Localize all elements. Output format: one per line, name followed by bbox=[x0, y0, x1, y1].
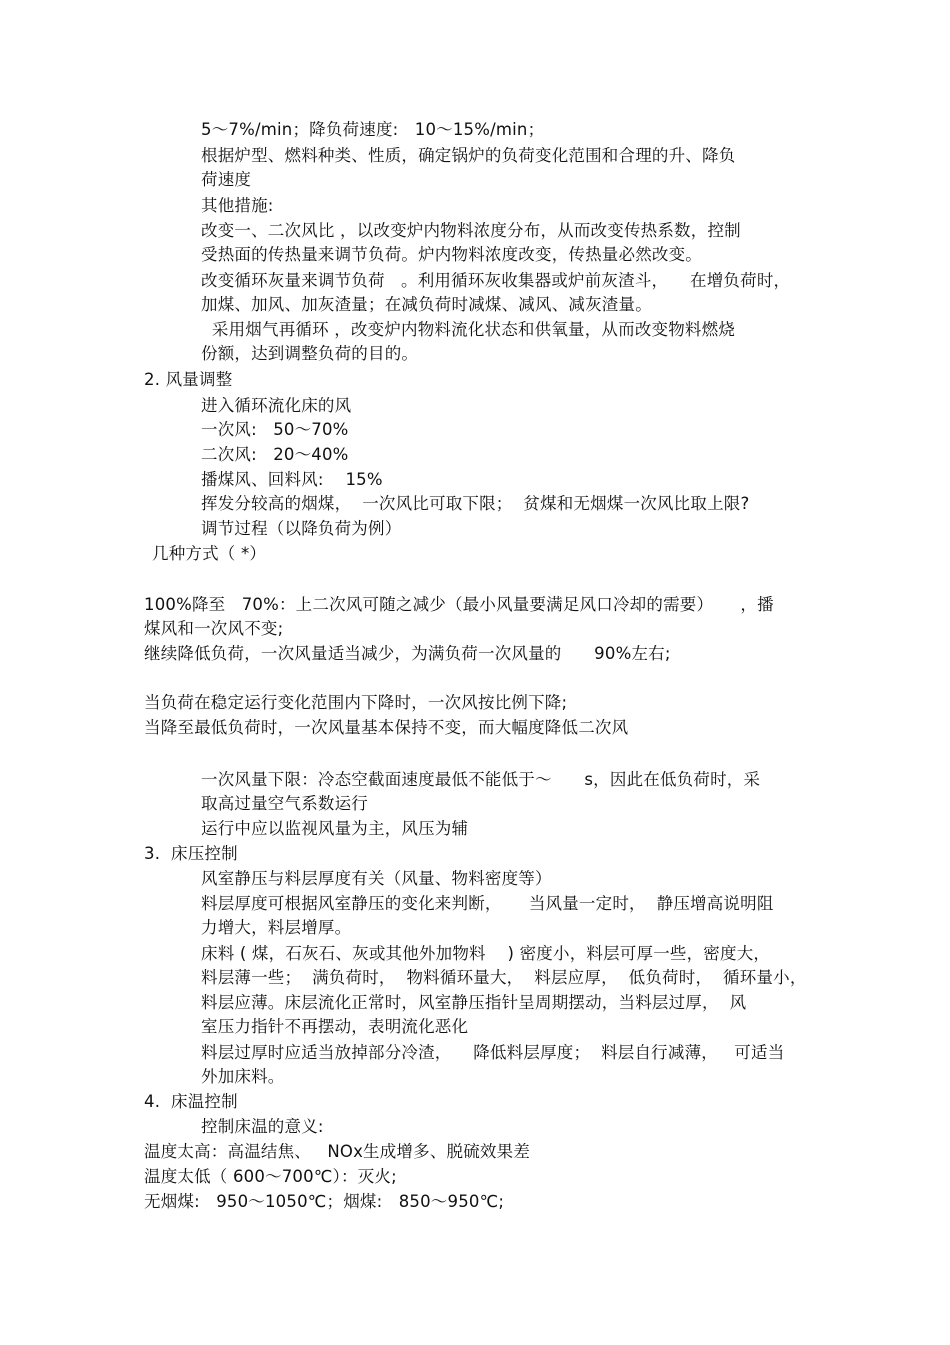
text-line: 改变一、二次风比 ，以改变炉内物料浓度分布，从而改变传热系数，控制 bbox=[201, 221, 741, 240]
text-line: 100%降至 70%：上二次风可随之减少（最小风量要满足风口冷却的需要） ，播 bbox=[144, 595, 774, 614]
text-line: 份额，达到调整负荷的目的。 bbox=[201, 344, 419, 363]
text-line: 料层过厚时应适当放掉部分冷渣， 降低料层厚度； 料层自行减薄， 可适当 bbox=[201, 1043, 785, 1062]
text-line: 室压力指针不再摆动，表明流化恶化 bbox=[201, 1017, 469, 1036]
text-line: 床料 ( 煤，石灰石、灰或其他外加物料 ) 密度小，料层可厚一些，密度大， bbox=[201, 944, 771, 963]
text-line: 播煤风、回料风: 15% bbox=[201, 470, 383, 489]
text-line: 几种方式（ *） bbox=[152, 544, 267, 563]
section-heading: 4. 床温控制 bbox=[144, 1092, 238, 1111]
text-line: 受热面的传热量来调节负荷。炉内物料浓度改变，传热量必然改变。 bbox=[201, 245, 702, 264]
text-line: 继续降低负荷，一次风量适当减少，为满负荷一次风量的 90%左右; bbox=[144, 644, 671, 663]
text-line: 进入循环流化床的风 bbox=[201, 396, 352, 415]
text-line: 料层薄一些； 满负荷时， 物料循环量大， 料层应厚， 低负荷时， 循环量小， bbox=[201, 968, 807, 987]
text-line: 温度太低（ 600～700℃）：灭火; bbox=[144, 1167, 397, 1186]
text-line: 料层厚度可根据风室静压的变化来判断， 当风量一定时， 静压增高说明阻 bbox=[201, 894, 774, 913]
text-line: 风室静压与料层厚度有关（风量、物料密度等） bbox=[201, 869, 552, 888]
text-line: 改变循环灰量来调节负荷 。利用循环灰收集器或炉前灰渣斗， 在增负荷时， bbox=[201, 271, 791, 290]
text-line: 当降至最低负荷时，一次风量基本保持不变，而大幅度降低二次风 bbox=[144, 718, 629, 737]
text-line: 采用烟气再循环 ，改变炉内物料流化状态和供氧量，从而改变物料燃烧 bbox=[201, 320, 736, 339]
text-line: 当负荷在稳定运行变化范围内下降时，一次风按比例下降; bbox=[144, 693, 568, 712]
text-line: 其他措施: bbox=[201, 196, 274, 215]
text-line: 荷速度 bbox=[201, 170, 252, 189]
text-line: 煤风和一次风不变; bbox=[144, 619, 284, 638]
text-line: 外加床料。 bbox=[201, 1067, 285, 1086]
text-line: 二次风: 20～40% bbox=[201, 445, 349, 464]
text-line: 无烟煤: 950～1050℃；烟煤: 850～950℃; bbox=[144, 1192, 505, 1211]
text-line: 料层应薄。床层流化正常时，风室静压指针呈周期摆动，当料层过厚， 风 bbox=[201, 993, 747, 1012]
text-line: 加煤、加风、加灰渣量；在减负荷时减煤、减风、减灰渣量。 bbox=[201, 295, 652, 314]
text-line: 一次风量下限：冷态空截面速度最低不能低于～ s，因此在低负荷时，采 bbox=[201, 770, 761, 789]
text-line: 运行中应以监视风量为主，风压为辅 bbox=[201, 819, 469, 838]
text-line: 调节过程（以降负荷为例） bbox=[201, 519, 402, 538]
text-line: 取高过量空气系数运行 bbox=[201, 794, 368, 813]
text-line: 控制床温的意义: bbox=[201, 1117, 324, 1136]
text-line: 温度太高：高温结焦、 NOx生成增多、脱硫效果差 bbox=[144, 1142, 531, 1161]
text-line: 5～7%/min；降负荷速度: 10～15%/min； bbox=[201, 120, 545, 139]
text-line: 一次风: 50～70% bbox=[201, 420, 349, 439]
text-line: 根据炉型、燃料种类、性质，确定锅炉的负荷变化范围和合理的升、降负 bbox=[201, 146, 736, 165]
text-line: 挥发分较高的烟煤， 一次风比可取下限； 贫煤和无烟煤一次风比取上限? bbox=[201, 494, 750, 513]
text-line: 力增大，料层增厚。 bbox=[201, 918, 352, 937]
section-heading: 2. 风量调整 bbox=[144, 370, 233, 389]
section-heading: 3. 床压控制 bbox=[144, 844, 238, 863]
